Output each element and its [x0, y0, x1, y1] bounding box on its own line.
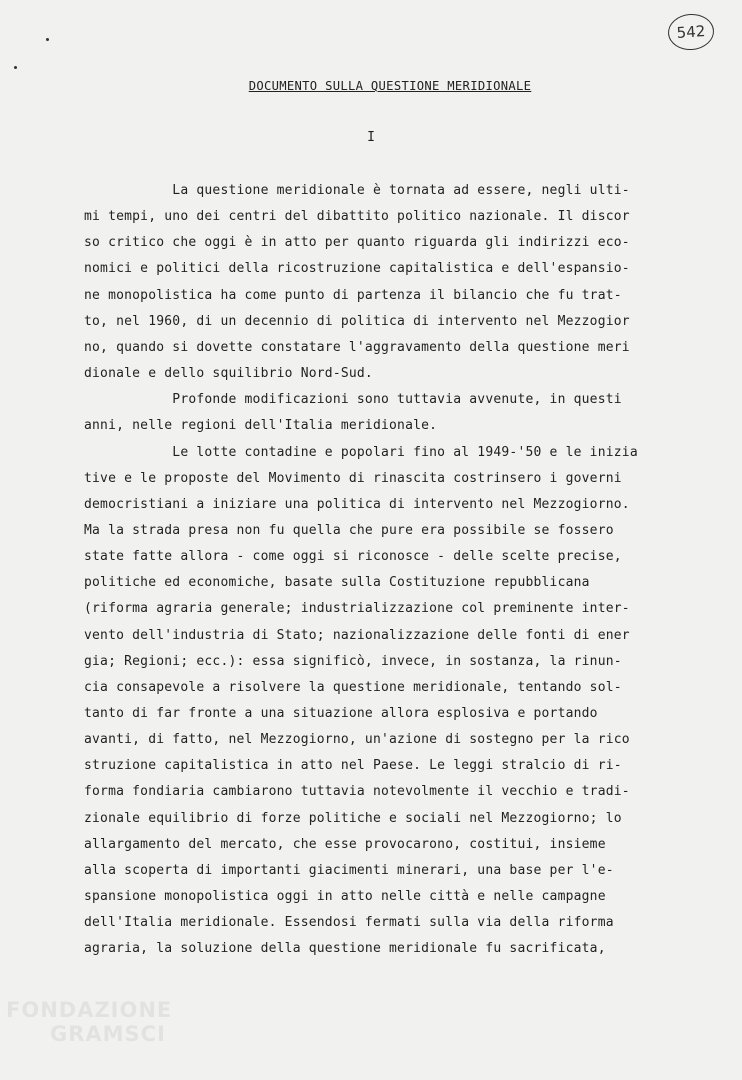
text-line: alla scoperta di importanti giacimenti minerari, una base per l'e- [84, 862, 614, 878]
text-line: dionale e dello squilibrio Nord-Sud. [84, 366, 373, 382]
watermark-line: FONDAZIONE [6, 998, 173, 1022]
text-line: allargamento del mercato, che esse provocarono, costitui, insieme [84, 836, 606, 852]
text-line: nomici e politici della ricostruzione capitalistica e dell'espansio- [84, 261, 630, 277]
watermark [6, 998, 186, 1046]
text-line: struzione capitalistica in atto nel Paese. Le leggi stralcio di ri- [84, 758, 622, 774]
text-line: gia; Regioni; ecc.): essa significò, invece, in sostanza, la rinun- [84, 653, 622, 669]
text-line: Profonde modificazioni sono tuttavia avvenute, in questi [84, 392, 622, 408]
text-line: vento dell'industria di Stato; nazionalizzazione delle fonti di ener [84, 627, 630, 643]
text-line: (riforma agraria generale; industrializzazione col preminente inter- [84, 601, 630, 617]
text-line: mi tempi, uno dei centri del dibattito politico nazionale. Il discor [84, 209, 630, 225]
watermark-line: GRAMSCI [50, 1022, 166, 1046]
text-line: Ma la strada presa non fu quella che pure era possibile se fossero [84, 522, 614, 538]
text-line: spansione monopolistica oggi in atto nelle città e nelle campagne [84, 889, 606, 905]
text-line: avanti, di fatto, nel Mezzogiorno, un'azione di sostegno per la rico [84, 732, 630, 748]
text-line: cia consapevole a risolvere la questione meridionale, tentando sol- [84, 679, 622, 695]
text-line: state fatte allora - come oggi si riconosce - delle scelte precise, [84, 549, 622, 565]
page-number: 542 [667, 12, 715, 51]
text-line: ne monopolistica ha come punto di partenza il bilancio che fu trat- [84, 287, 622, 303]
text-line: tive e le proposte del Movimento di rinascita costrinsero i governi [84, 470, 622, 486]
text-line: democristiani a iniziare una politica di intervento nel Mezzogiorno. [84, 496, 630, 512]
text-line: Le lotte contadine e popolari fino al 1949-'50 e le inizia [84, 444, 638, 460]
text-line: tanto di far fronte a una situazione allora esplosiva e portando [84, 706, 598, 721]
text-line: agraria, la soluzione della questione meridionale fu sacrificata, [84, 941, 606, 957]
text-line: anni, nelle regioni dell'Italia meridionale. [84, 418, 438, 434]
section-number: I [367, 130, 375, 145]
punch-mark [46, 38, 49, 41]
text-line: politiche ed economiche, basate sulla Costituzione repubblicana [84, 575, 590, 591]
text-line: no, quando si dovette constatare l'aggravamento della questione meri [84, 339, 630, 355]
text-line: zionale equilibrio di forze politiche e sociali nel Mezzogiorno; lo [84, 810, 622, 826]
text-line: so critico che oggi è in atto per quanto riguarda gli indirizzi eco- [84, 235, 630, 251]
text-line: dell'Italia meridionale. Essendosi fermati sulla via della riforma [84, 915, 614, 931]
text-line: forma fondiaria cambiarono tuttavia notevolmente il vecchio e tradi- [84, 784, 630, 800]
text-line: La questione meridionale è tornata ad essere, negli ulti- [84, 183, 630, 198]
document-title: DOCUMENTO SULLA QUESTIONE MERIDIONALE [248, 79, 532, 93]
punch-mark [14, 66, 17, 69]
text-line: to, nel 1960, di un decennio di politica di intervento nel Mezzogior [84, 313, 630, 329]
